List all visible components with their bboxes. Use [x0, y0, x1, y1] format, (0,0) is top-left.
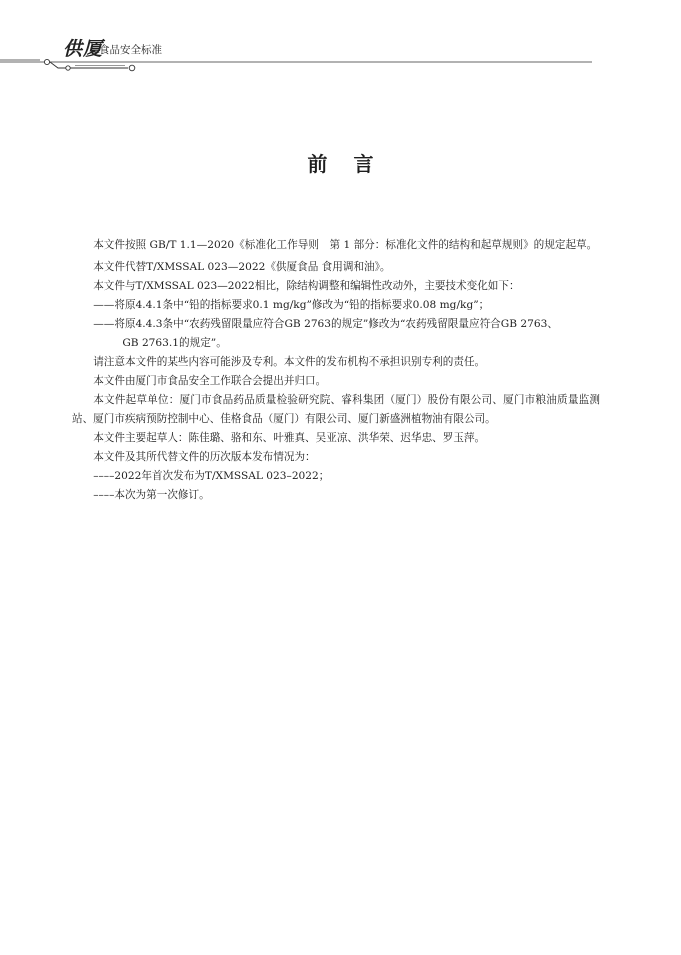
paragraph-replaces: 本文件代替T/XMSSAL 023—2022《供厦食品 食用调和油》。 [93, 261, 391, 273]
header-circuit-node [44, 59, 49, 64]
paragraph-proposer: 本文件由厦门市食品安全工作联合会提出并归口。 [93, 375, 327, 387]
document-body [72, 236, 600, 505]
paragraph-drafting-rules: 本文件按照 GB/T 1.1—2020《标准化工作导则 第 1 部分：标准化文件的结构和起草规则》的规定起草。 [93, 239, 598, 251]
header-circuit-line [50, 62, 128, 68]
history-item-first-release: ––––2022年首次发布为T/XMSSAL 023–2022； [93, 470, 330, 482]
page-header [0, 0, 681, 80]
header-logo: 供厦 [63, 38, 104, 60]
change-item-pesticide-line1: ——将原4.4.3条中“农药残留限量应符合GB 2763的规定”修改为“农药残留限量应符合GB 2763、 [93, 318, 558, 330]
page-title: 前言 [307, 152, 400, 176]
change-item-lead: ——将原4.4.1条中“铅的指标要求0.1 mg/kg”修改为“铅的指标要求0.08 mg/kg”； [93, 299, 490, 311]
paragraph-history-intro: 本文件及其所代替文件的历次版本发布情况为： [93, 451, 316, 463]
paragraph-drafting-units: 本文件起草单位：厦门市食品药品质量检验研究院、睿科集团（厦门）股份有限公司、厦门市粮油质量监测站、厦门市疾病预防控制中心、佳格食品（厦门）有限公司、厦门新盛洲植物油有限公司。 [72, 394, 600, 425]
header-subtitle: 食品安全标准 [99, 44, 162, 56]
paragraph-changes-intro: 本文件与T/XMSSAL 023—2022相比，除结构调整和编辑性改动外，主要技术变化如下： [93, 280, 520, 292]
change-item-pesticide-line2: GB 2763.1的规定”。 [122, 337, 227, 349]
history-item-revision: ––––本次为第一次修订。 [93, 489, 210, 501]
paragraph-drafters: 本文件主要起草人：陈佳璐、骆和东、叶雅真、吴亚凉、洪华荣、迟华忠、罗玉萍。 [93, 432, 486, 444]
paragraph-patent-notice: 请注意本文件的某些内容可能涉及专利。本文件的发布机构不承担识别专利的责任。 [93, 356, 486, 368]
change-item-pesticide [72, 315, 600, 353]
header-circuit-node [129, 65, 135, 71]
header-circuit-node [66, 66, 70, 70]
